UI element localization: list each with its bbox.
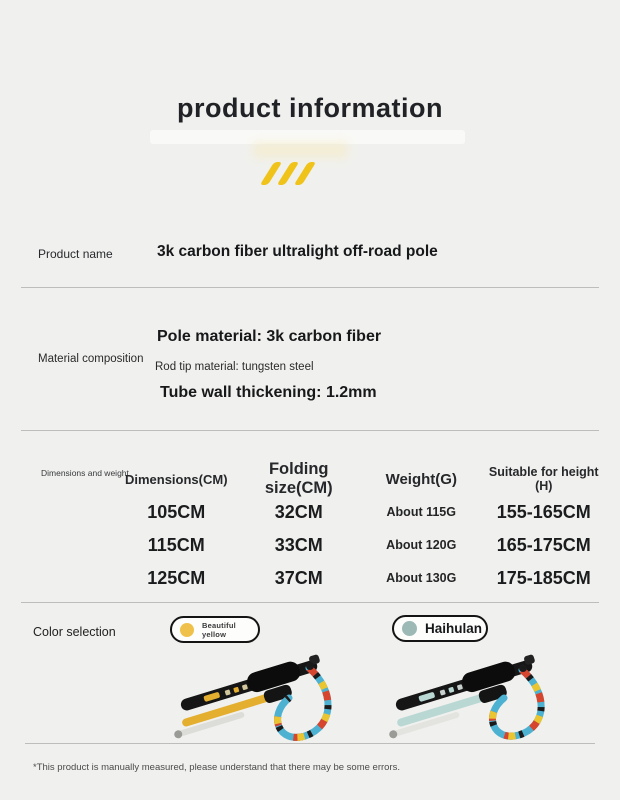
color-swatch-icon xyxy=(180,623,194,637)
product-photo-haihulan-pole-image xyxy=(378,640,556,750)
divider xyxy=(21,602,599,603)
dimensions-weight-label: Dimensions and weight xyxy=(41,468,129,478)
table-row xyxy=(115,566,605,590)
divider xyxy=(21,287,599,288)
product-name-value: 3k carbon fiber ultralight off-road pole xyxy=(157,243,438,260)
table-row xyxy=(115,500,605,524)
table-cell: About 130G xyxy=(386,571,457,585)
page-title: product information xyxy=(177,93,443,123)
table-cell: 155-165CM xyxy=(496,501,591,522)
color-selection-label: Color selection xyxy=(33,625,116,639)
color-option-label: Beautiful yellow xyxy=(202,620,236,639)
table-cell: 125CM xyxy=(147,567,206,588)
table-cell: 175-185CM xyxy=(496,567,591,588)
product-photo-yellow-pole-image xyxy=(163,640,341,750)
table-cell: 165-175CM xyxy=(496,534,591,555)
triple-slash-decoration xyxy=(267,162,309,185)
color-option-haihulan[interactable] xyxy=(392,615,488,642)
table-header-suitable-height: Suitable for height (H) xyxy=(488,465,599,493)
material-line: Tube wall thickening: 1.2mm xyxy=(160,384,377,401)
table-cell: About 115G xyxy=(386,505,456,519)
divider xyxy=(21,430,599,431)
product-name-label: Product name xyxy=(38,247,113,261)
color-option-label: Haihulan xyxy=(425,621,483,636)
table-header-weight: Weight(G) xyxy=(385,470,457,488)
table-cell: 32CM xyxy=(274,501,323,522)
material-composition-label: Material composition xyxy=(38,353,144,365)
table-cell: 37CM xyxy=(274,567,323,588)
disclaimer-text: *This product is manually measured, please understand that there may be some errors. xyxy=(33,762,400,773)
table-cell: 105CM xyxy=(147,501,206,522)
table-cell: 33CM xyxy=(274,534,323,555)
yellow-glow-decoration xyxy=(253,142,348,158)
table-header-folding-size: Folding size(CM) xyxy=(264,460,333,497)
divider xyxy=(25,743,595,744)
material-line: Pole material: 3k carbon fiber xyxy=(157,328,382,345)
table-row xyxy=(115,533,605,557)
spec-table-header-row xyxy=(115,460,605,497)
material-line: Rod tip material: tungsten steel xyxy=(155,361,314,373)
color-option-beautiful-yellow[interactable] xyxy=(170,616,260,643)
table-cell: 115CM xyxy=(147,534,205,555)
slash-icon xyxy=(294,162,316,185)
table-header-dimensions: Dimensions(CM) xyxy=(124,471,228,487)
color-swatch-icon xyxy=(402,621,417,636)
table-cell: About 120G xyxy=(386,538,457,552)
